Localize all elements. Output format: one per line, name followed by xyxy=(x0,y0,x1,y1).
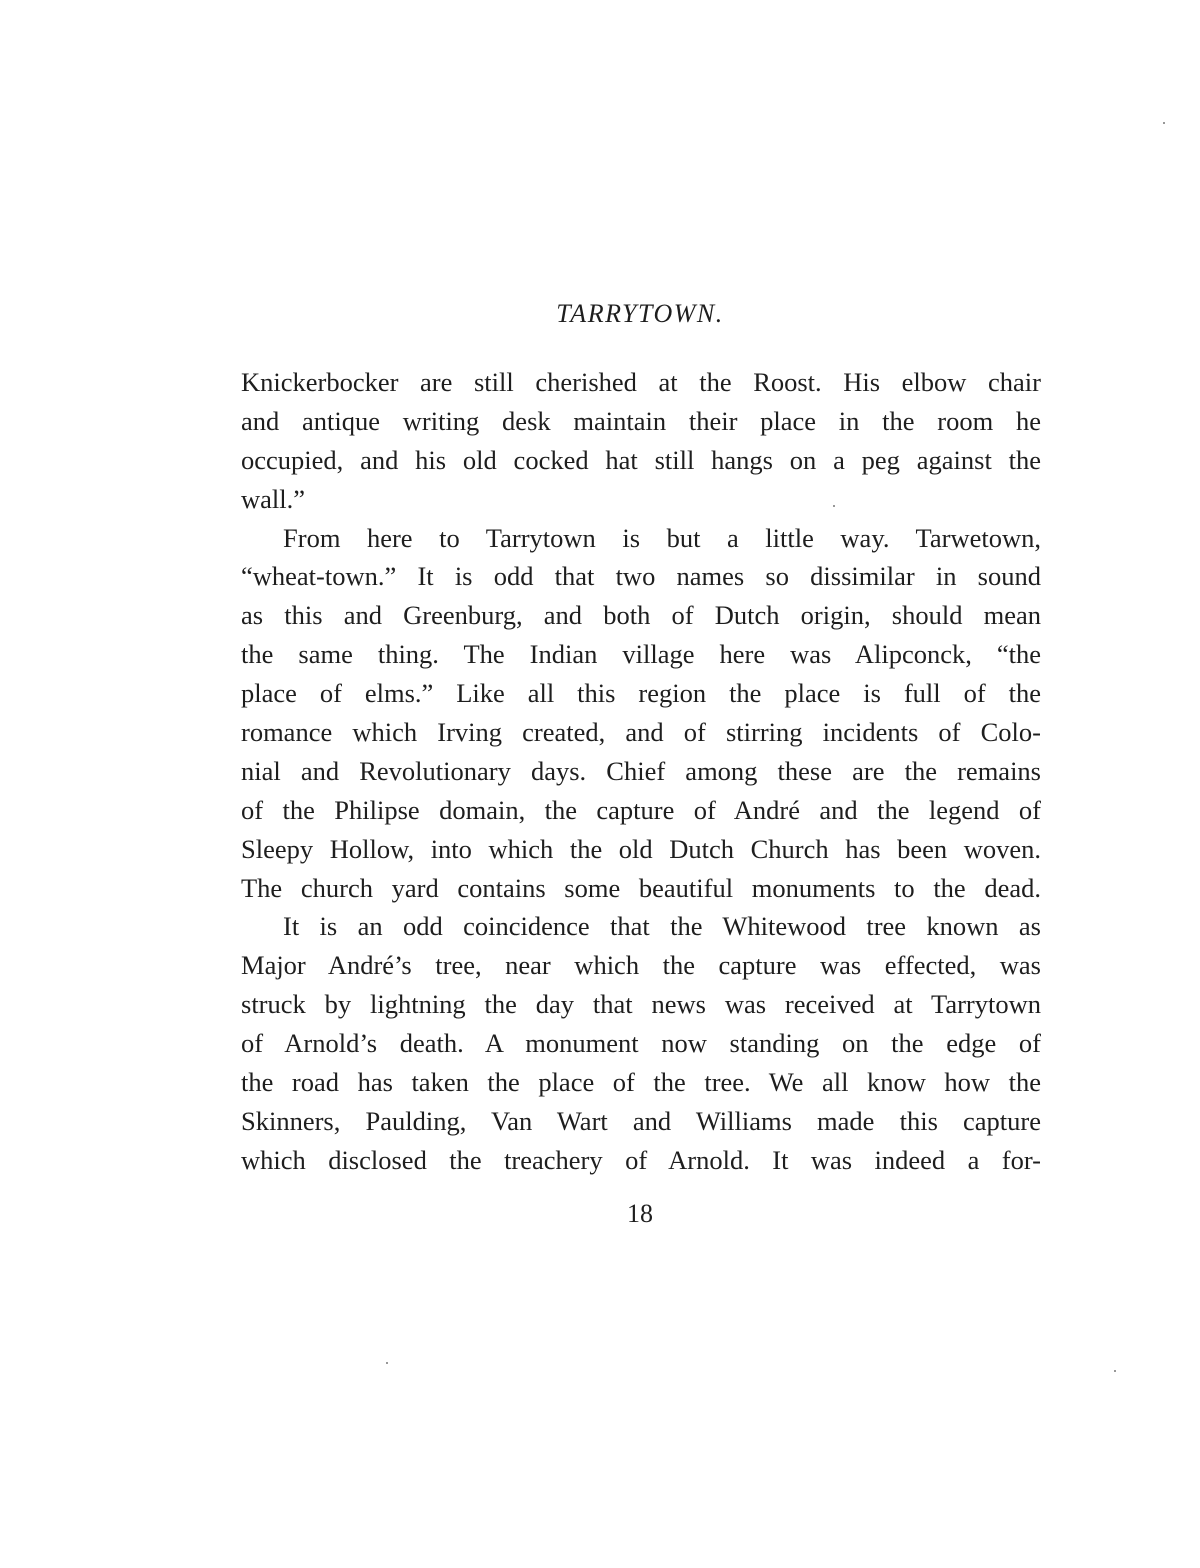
text-line: nial and Revolutionary days. Chief among these are the remains xyxy=(241,755,1041,786)
paragraph-3 xyxy=(241,907,1041,1179)
text-line: of the Philipse domain, the capture of André and the legend of xyxy=(241,794,1041,825)
text-line: occupied, and his old cocked hat still hangs on a peg against the xyxy=(241,444,1041,475)
text-line: romance which Irving created, and of stirring incidents of Colo- xyxy=(241,717,1041,748)
text-line: of Arnold’s death. A monument now standing on the edge of xyxy=(241,1028,1041,1059)
text-line: the road has taken the place of the tree. We all know how the xyxy=(241,1067,1041,1098)
print-speck xyxy=(1163,122,1165,124)
print-speck xyxy=(1114,1370,1116,1372)
text-line: Knickerbocker are still cherished at the Roost. His elbow chair xyxy=(241,367,1041,397)
running-head: TARRYTOWN. xyxy=(556,299,724,328)
text-line: as this and Greenburg, and both of Dutch origin, should mean xyxy=(241,600,1041,631)
text-line: the same thing. The Indian village here was Alipconck, “the xyxy=(241,639,1041,670)
body-text xyxy=(241,363,1041,1180)
text-line: Sleepy Hollow, into which the old Dutch Church has been woven. xyxy=(241,833,1041,864)
text-line: which disclosed the treachery of Arnold. It was indeed a for- xyxy=(241,1144,1041,1175)
text-line: place of elms.” Like all this region the place is full of the xyxy=(241,678,1041,709)
page-number: 18 xyxy=(627,1199,653,1228)
text-line: wall.” xyxy=(241,483,306,514)
text-line: struck by lightning the day that news was received at Tarrytown xyxy=(241,989,1041,1020)
print-speck xyxy=(833,505,835,507)
text-line: Skinners, Paulding, Van Wart and Williams made this capture xyxy=(241,1105,1041,1136)
text-line: and antique writing desk maintain their place in the room he xyxy=(241,405,1041,436)
print-speck xyxy=(386,1362,388,1364)
text-line: The church yard contains some beautiful monuments to the dead. xyxy=(241,872,1041,903)
text-line: From here to Tarrytown is but a little way. Tarwetown, xyxy=(283,522,1041,553)
text-line: It is an odd coincidence that the Whitewood tree known as xyxy=(283,911,1041,942)
paragraph-1 xyxy=(241,363,1041,519)
paragraph-2 xyxy=(241,519,1041,908)
text-line: “wheat-town.” It is odd that two names so dissimilar in sound xyxy=(241,561,1041,592)
text-line: Major André’s tree, near which the capture was effected, was xyxy=(241,950,1041,981)
